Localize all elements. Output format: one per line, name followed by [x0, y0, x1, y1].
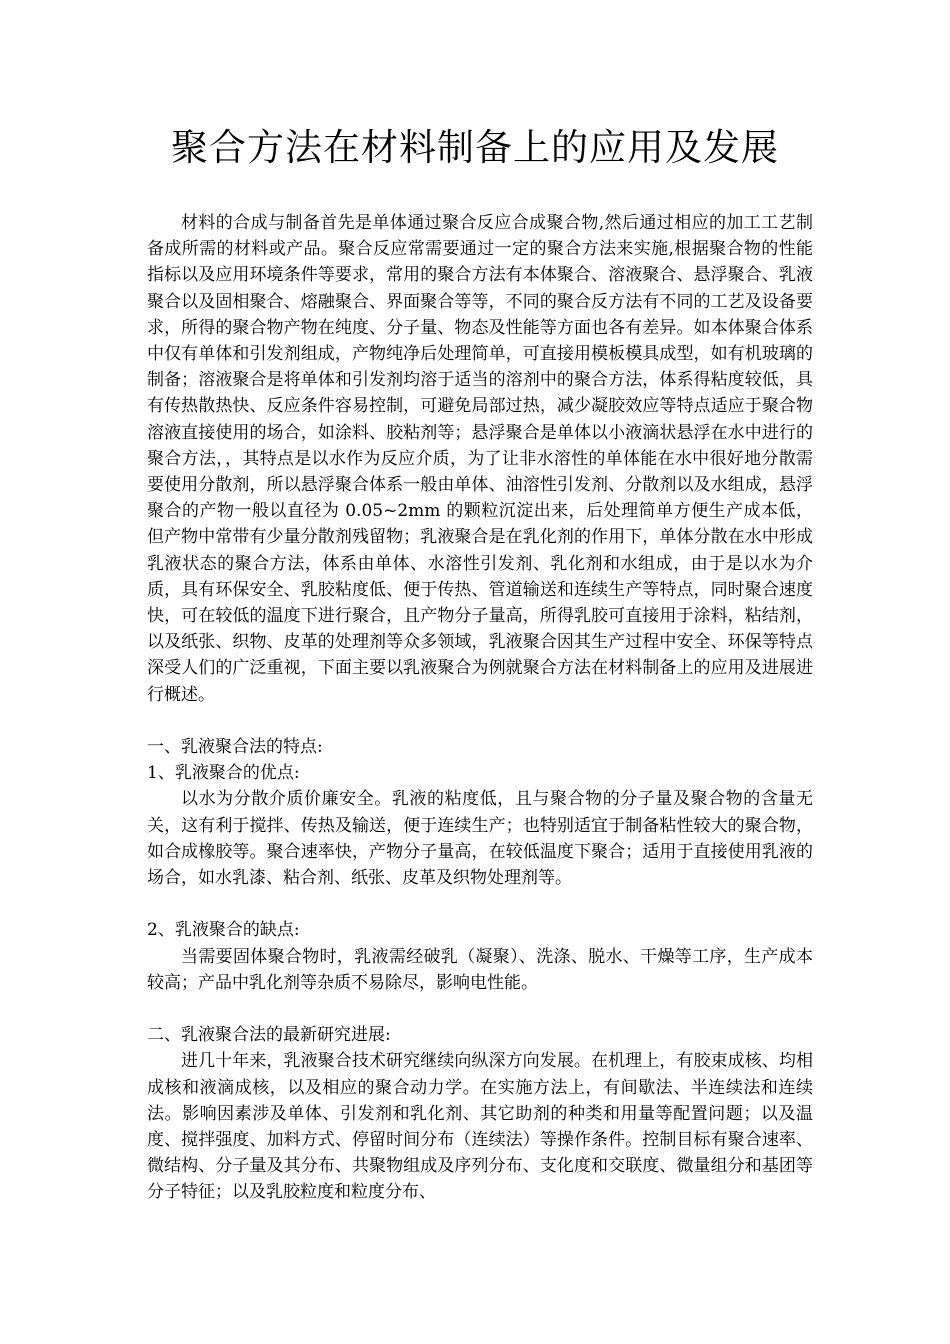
document-body	[147, 210, 813, 1206]
subheading-advantages: 1、乳液聚合的优点:	[147, 763, 300, 784]
section-heading-progress: 二、乳液聚合法的最新研究进展:	[147, 1025, 391, 1046]
spacer	[147, 708, 813, 734]
intro-paragraph: 材料的合成与制备首先是单体通过聚合反应合成聚合物,然后通过相应的加工工艺制备成所需的材料或产品。聚合反应常需要通过一定的聚合方法来实施,根据聚合物的性能指标以及应用环境条件等要求，常用的聚合方法有本体聚合、溶液聚合、悬浮聚合、乳液聚合以及固相聚合、熔融聚合、界面聚合等等，不同的聚合反方法有不同的工艺及设备要求，所得的聚合物产物在纯度、分子量、物态及性能等方面也各有差异。如本体聚合体系中仅有单体和引发剂组成，产物纯净后处理简单，可直接用模板模具成型，如有机玻璃的制备；溶液聚合是将单体和引发剂均溶于适当的溶剂中的聚合方法，体系得粘度较低，具有传热散热快、反应条件容易控制，可避免局部过热，减少凝胶效应等特点适应于聚合物溶液直接使用的场合，如涂料、胶粘剂等；悬浮聚合是单体以小液滴状悬浮在水中进行的聚合方法，，其特点是以水作为反应介质，为了让非水溶性的单体能在水中很好地分散需要使用分散剂，所以悬浮聚合体系一般由单体、油溶性引发剂、分散剂以及水组成，悬浮聚合的产物一般以直径为 0.05~2mm 的颗粒沉淀出来，后处理简单方便生产成本低，但产物中常带有少量分散剂残留物；乳液聚合是在乳化剂的作用下，单体分散在水中形成乳液状态的聚合方法，体系由单体、水溶性引发剂、乳化剂和水组成，由于是以水为介质，具有环保安全、乳胶粘度低、便于传热、管道输送和连续生产等特点，同时聚合速度快，可在较低的温度下进行聚合，且产物分子量高，所得乳胶可直接用于涂料，粘结剂，以及纸张、织物、皮革的处理剂等众多领域，乳液聚合因其生产过程中安全、环保等特点深受人们的广泛重视，下面主要以乳液聚合为例就聚合方法在材料制备上的应用及进展进行概述。	[147, 213, 813, 705]
disadvantages-paragraph: 当需要固体聚合物时，乳液需经破乳（凝聚）、洗涤、脱水、干燥等工序，生产成本较高；产品中乳化剂等杂质不易除尽，影响电性能。	[147, 946, 813, 993]
section-heading-features: 一、乳液聚合法的特点:	[147, 737, 323, 758]
advantages-paragraph: 以水为分散介质价廉安全。乳液的粘度低，且与聚合物的分子量及聚合物的含量无关，这有利于搅拌、传热及输送，便于连续生产；也特别适宜于制备粘性较大的聚合物，如合成橡胶等。聚合速率快，产物分子量高，在较低温度下聚合；适用于直接使用乳液的场合，如水乳漆、粘合剂、纸张、皮革及织物处理剂等。	[147, 789, 813, 889]
spacer	[147, 996, 813, 1022]
progress-paragraph: 进几十年来，乳液聚合技术研究继续向纵深方向发展。在机理上，有胶束成核、均相成核和液滴成核，以及相应的聚合动力学。在实施方法上，有间歇法、半连续法和连续法。影响因素涉及单体、引发剂和乳化剂、其它助剂的种类和用量等配置问题；以及温度、搅拌强度、加料方式、停留时间分布（连续法）等操作条件。控制目标有聚合速率、微结构、分子量及其分布、共聚物组成及序列分布、支化度和交联度、微量组分和基团等分子特征；以及乳胶粒度和粒度分布、	[147, 1051, 813, 1203]
document-title: 聚合方法在材料制备上的应用及发展	[171, 126, 779, 169]
spacer	[147, 891, 813, 917]
subheading-disadvantages: 2、乳液聚合的缺点:	[147, 920, 300, 941]
